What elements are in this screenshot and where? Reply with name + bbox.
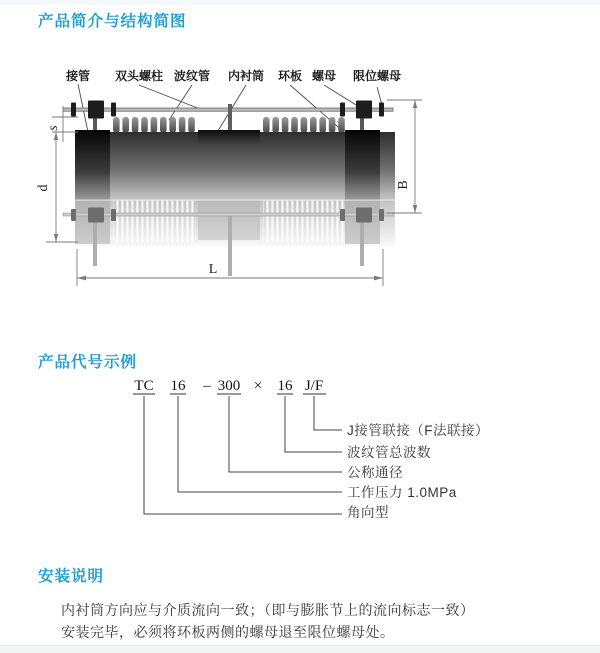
code-separator-x: × (253, 378, 263, 394)
dim-label-s: s (46, 125, 61, 131)
code-part-type: TC (134, 378, 154, 394)
part-label-limit-nut: 限位螺母 (352, 69, 402, 83)
callout-angular-type: 角向型 (347, 505, 389, 520)
section2-title: 产品代号示例 (38, 354, 138, 371)
code-part-waves: 16 (277, 378, 293, 394)
section3-title: 安装说明 (38, 568, 105, 585)
dim-label-d: d (36, 184, 51, 192)
top-strip (0, 0, 600, 5)
code-part-pressure: 16 (170, 378, 186, 394)
structure-diagram (30, 64, 450, 316)
part-label-ring-plate: 环板 (277, 69, 303, 83)
section1-title: 产品简介与结构简图 (38, 13, 187, 30)
part-label-nut: 螺母 (311, 69, 337, 83)
install-note-line2: 安装完毕，必须将环板两侧的螺母退至限位螺母处。 (61, 624, 395, 640)
dim-label-b: B (396, 180, 411, 190)
joint-body (75, 130, 395, 200)
callout-nominal-diameter: 公称通径 (347, 465, 403, 480)
part-label-inner-liner: 内衬筒 (227, 69, 265, 83)
product-code-diagram (130, 374, 490, 530)
joint-reflection (63, 200, 395, 276)
part-label-stud-bolt: 双头螺柱 (114, 69, 164, 83)
dimension-d (36, 132, 78, 242)
callout-connection-type: J接管联接（F法联接） (347, 423, 489, 438)
callout-wave-count: 波纹管总波数 (347, 445, 431, 460)
code-part-connection: J/F (304, 378, 324, 394)
dim-label-l: L (208, 262, 218, 277)
code-separator-dash: – (203, 378, 211, 394)
part-label-connection-pipe: 接管 (65, 69, 91, 83)
install-note-line1: 内衬筒方向应与介质流向一致；（即与膨胀节上的流向标志一致） (61, 602, 475, 618)
code-part-diameter: 300 (217, 378, 241, 394)
code-callout-lines (144, 396, 342, 514)
part-label-bellows: 波纹管 (173, 69, 211, 83)
callout-working-pressure: 工作压力 1.0MPa (347, 485, 457, 500)
